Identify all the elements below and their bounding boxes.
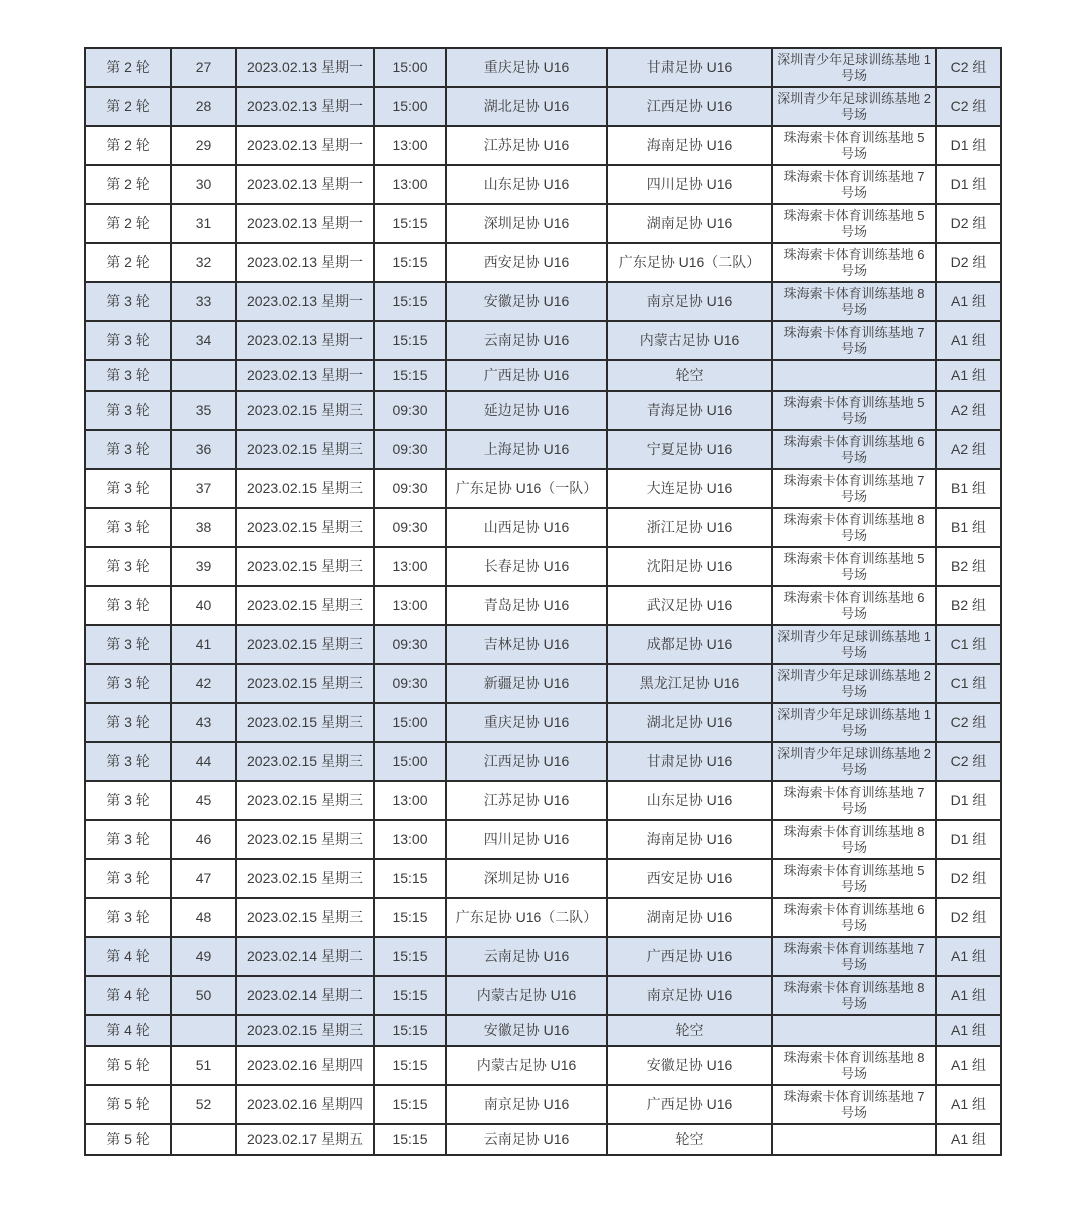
group-cell: A1 组	[936, 282, 1001, 321]
group-cell: A1 组	[936, 360, 1001, 391]
date-cell: 2023.02.14 星期二	[236, 937, 374, 976]
table-row	[85, 1085, 1001, 1124]
date-cell: 2023.02.15 星期三	[236, 703, 374, 742]
time-cell: 09:30	[374, 391, 446, 430]
home-team-cell: 江西足协 U16	[446, 742, 607, 781]
round-cell: 第 2 轮	[85, 48, 171, 87]
table-row	[85, 781, 1001, 820]
venue-cell	[772, 360, 936, 391]
round-cell: 第 3 轮	[85, 742, 171, 781]
home-team-cell: 重庆足协 U16	[446, 703, 607, 742]
round-cell: 第 3 轮	[85, 391, 171, 430]
venue-cell: 珠海索卡体育训练基地 6 号场	[772, 430, 936, 469]
time-cell: 15:15	[374, 204, 446, 243]
date-cell: 2023.02.15 星期三	[236, 742, 374, 781]
away-team-cell: 宁夏足协 U16	[607, 430, 772, 469]
table-row	[85, 898, 1001, 937]
table-row	[85, 48, 1001, 87]
match-number-cell: 48	[171, 898, 236, 937]
group-cell: C2 组	[936, 742, 1001, 781]
home-team-cell: 广东足协 U16（二队）	[446, 898, 607, 937]
venue-cell: 珠海索卡体育训练基地 7 号场	[772, 1085, 936, 1124]
table-row	[85, 742, 1001, 781]
home-team-cell: 长春足协 U16	[446, 547, 607, 586]
venue-cell: 珠海索卡体育训练基地 5 号场	[772, 547, 936, 586]
away-team-cell: 安徽足协 U16	[607, 1046, 772, 1085]
match-number-cell: 44	[171, 742, 236, 781]
round-cell: 第 2 轮	[85, 126, 171, 165]
away-team-cell: 南京足协 U16	[607, 282, 772, 321]
date-cell: 2023.02.15 星期三	[236, 625, 374, 664]
time-cell: 15:15	[374, 976, 446, 1015]
away-team-cell: 黑龙江足协 U16	[607, 664, 772, 703]
away-team-cell: 广西足协 U16	[607, 1085, 772, 1124]
group-cell: D2 组	[936, 243, 1001, 282]
venue-cell: 珠海索卡体育训练基地 6 号场	[772, 898, 936, 937]
home-team-cell: 云南足协 U16	[446, 321, 607, 360]
date-cell: 2023.02.13 星期一	[236, 87, 374, 126]
table-row	[85, 937, 1001, 976]
group-cell: A1 组	[936, 1046, 1001, 1085]
group-cell: A2 组	[936, 391, 1001, 430]
match-number-cell: 37	[171, 469, 236, 508]
group-cell: C1 组	[936, 625, 1001, 664]
venue-cell: 珠海索卡体育训练基地 6 号场	[772, 243, 936, 282]
round-cell: 第 5 轮	[85, 1046, 171, 1085]
round-cell: 第 3 轮	[85, 321, 171, 360]
table-row	[85, 243, 1001, 282]
round-cell: 第 3 轮	[85, 664, 171, 703]
match-number-cell: 52	[171, 1085, 236, 1124]
home-team-cell: 青岛足协 U16	[446, 586, 607, 625]
table-row	[85, 703, 1001, 742]
round-cell: 第 2 轮	[85, 87, 171, 126]
date-cell: 2023.02.13 星期一	[236, 48, 374, 87]
table-row	[85, 859, 1001, 898]
time-cell: 13:00	[374, 165, 446, 204]
group-cell: A1 组	[936, 321, 1001, 360]
time-cell: 15:15	[374, 321, 446, 360]
away-team-cell: 甘肃足协 U16	[607, 742, 772, 781]
away-team-cell: 内蒙古足协 U16	[607, 321, 772, 360]
match-number-cell: 36	[171, 430, 236, 469]
time-cell: 13:00	[374, 547, 446, 586]
match-number-cell: 39	[171, 547, 236, 586]
table-row	[85, 508, 1001, 547]
home-team-cell: 重庆足协 U16	[446, 48, 607, 87]
match-number-cell: 29	[171, 126, 236, 165]
time-cell: 15:15	[374, 1124, 446, 1155]
table-row	[85, 321, 1001, 360]
round-cell: 第 4 轮	[85, 976, 171, 1015]
round-cell: 第 2 轮	[85, 165, 171, 204]
group-cell: D1 组	[936, 781, 1001, 820]
round-cell: 第 5 轮	[85, 1124, 171, 1155]
round-cell: 第 3 轮	[85, 898, 171, 937]
away-team-cell: 青海足协 U16	[607, 391, 772, 430]
group-cell: B1 组	[936, 469, 1001, 508]
away-team-cell: 海南足协 U16	[607, 126, 772, 165]
round-cell: 第 3 轮	[85, 430, 171, 469]
away-team-cell: 江西足协 U16	[607, 87, 772, 126]
away-team-cell: 浙江足协 U16	[607, 508, 772, 547]
table-row	[85, 282, 1001, 321]
venue-cell: 深圳青少年足球训练基地 2 号场	[772, 664, 936, 703]
table-row	[85, 1124, 1001, 1155]
round-cell: 第 3 轮	[85, 547, 171, 586]
date-cell: 2023.02.15 星期三	[236, 664, 374, 703]
round-cell: 第 3 轮	[85, 586, 171, 625]
time-cell: 09:30	[374, 469, 446, 508]
time-cell: 15:15	[374, 1015, 446, 1046]
home-team-cell: 深圳足协 U16	[446, 859, 607, 898]
table-row	[85, 664, 1001, 703]
away-team-cell: 轮空	[607, 1124, 772, 1155]
venue-cell: 珠海索卡体育训练基地 7 号场	[772, 781, 936, 820]
date-cell: 2023.02.15 星期三	[236, 1015, 374, 1046]
date-cell: 2023.02.15 星期三	[236, 898, 374, 937]
date-cell: 2023.02.15 星期三	[236, 781, 374, 820]
table-row	[85, 976, 1001, 1015]
date-cell: 2023.02.16 星期四	[236, 1085, 374, 1124]
group-cell: C1 组	[936, 664, 1001, 703]
time-cell: 15:00	[374, 48, 446, 87]
time-cell: 15:15	[374, 282, 446, 321]
group-cell: A1 组	[936, 1015, 1001, 1046]
date-cell: 2023.02.15 星期三	[236, 469, 374, 508]
time-cell: 15:15	[374, 1085, 446, 1124]
match-number-cell: 34	[171, 321, 236, 360]
group-cell: A2 组	[936, 430, 1001, 469]
home-team-cell: 南京足协 U16	[446, 1085, 607, 1124]
time-cell: 15:15	[374, 243, 446, 282]
group-cell: C2 组	[936, 703, 1001, 742]
time-cell: 15:00	[374, 703, 446, 742]
home-team-cell: 安徽足协 U16	[446, 282, 607, 321]
round-cell: 第 3 轮	[85, 360, 171, 391]
away-team-cell: 湖南足协 U16	[607, 898, 772, 937]
match-number-cell: 30	[171, 165, 236, 204]
venue-cell: 珠海索卡体育训练基地 7 号场	[772, 937, 936, 976]
venue-cell: 珠海索卡体育训练基地 8 号场	[772, 282, 936, 321]
venue-cell: 珠海索卡体育训练基地 7 号场	[772, 469, 936, 508]
date-cell: 2023.02.13 星期一	[236, 282, 374, 321]
date-cell: 2023.02.15 星期三	[236, 547, 374, 586]
date-cell: 2023.02.14 星期二	[236, 976, 374, 1015]
venue-cell: 深圳青少年足球训练基地 1 号场	[772, 703, 936, 742]
group-cell: C2 组	[936, 48, 1001, 87]
home-team-cell: 四川足协 U16	[446, 820, 607, 859]
match-number-cell: 50	[171, 976, 236, 1015]
away-team-cell: 成都足协 U16	[607, 625, 772, 664]
match-number-cell: 27	[171, 48, 236, 87]
table-row	[85, 430, 1001, 469]
time-cell: 15:15	[374, 859, 446, 898]
match-number-cell: 41	[171, 625, 236, 664]
venue-cell: 珠海索卡体育训练基地 6 号场	[772, 586, 936, 625]
table-row	[85, 469, 1001, 508]
venue-cell: 珠海索卡体育训练基地 5 号场	[772, 204, 936, 243]
date-cell: 2023.02.13 星期一	[236, 165, 374, 204]
date-cell: 2023.02.13 星期一	[236, 243, 374, 282]
home-team-cell: 湖北足协 U16	[446, 87, 607, 126]
home-team-cell: 安徽足协 U16	[446, 1015, 607, 1046]
table-row	[85, 204, 1001, 243]
venue-cell: 深圳青少年足球训练基地 2 号场	[772, 742, 936, 781]
match-number-cell: 46	[171, 820, 236, 859]
venue-cell	[772, 1124, 936, 1155]
group-cell: D1 组	[936, 165, 1001, 204]
group-cell: D2 组	[936, 898, 1001, 937]
table-row	[85, 391, 1001, 430]
venue-cell: 珠海索卡体育训练基地 8 号场	[772, 508, 936, 547]
table-row	[85, 165, 1001, 204]
away-team-cell: 轮空	[607, 1015, 772, 1046]
round-cell: 第 3 轮	[85, 781, 171, 820]
home-team-cell: 西安足协 U16	[446, 243, 607, 282]
home-team-cell: 内蒙古足协 U16	[446, 976, 607, 1015]
away-team-cell: 广西足协 U16	[607, 937, 772, 976]
home-team-cell: 新疆足协 U16	[446, 664, 607, 703]
match-number-cell: 51	[171, 1046, 236, 1085]
date-cell: 2023.02.17 星期五	[236, 1124, 374, 1155]
group-cell: B2 组	[936, 547, 1001, 586]
round-cell: 第 3 轮	[85, 703, 171, 742]
time-cell: 15:15	[374, 360, 446, 391]
match-schedule-body	[85, 48, 1001, 1155]
date-cell: 2023.02.15 星期三	[236, 430, 374, 469]
round-cell: 第 3 轮	[85, 625, 171, 664]
date-cell: 2023.02.13 星期一	[236, 204, 374, 243]
time-cell: 09:30	[374, 625, 446, 664]
time-cell: 13:00	[374, 126, 446, 165]
date-cell: 2023.02.15 星期三	[236, 508, 374, 547]
time-cell: 15:15	[374, 898, 446, 937]
away-team-cell: 沈阳足协 U16	[607, 547, 772, 586]
home-team-cell: 云南足协 U16	[446, 937, 607, 976]
away-team-cell: 武汉足协 U16	[607, 586, 772, 625]
venue-cell: 珠海索卡体育训练基地 8 号场	[772, 1046, 936, 1085]
time-cell: 13:00	[374, 781, 446, 820]
venue-cell	[772, 1015, 936, 1046]
table-row	[85, 1046, 1001, 1085]
table-row	[85, 586, 1001, 625]
table-row	[85, 360, 1001, 391]
round-cell: 第 3 轮	[85, 820, 171, 859]
group-cell: A1 组	[936, 1124, 1001, 1155]
away-team-cell: 甘肃足协 U16	[607, 48, 772, 87]
match-number-cell	[171, 1015, 236, 1046]
time-cell: 09:30	[374, 430, 446, 469]
table-row	[85, 547, 1001, 586]
time-cell: 09:30	[374, 664, 446, 703]
time-cell: 15:15	[374, 1046, 446, 1085]
away-team-cell: 海南足协 U16	[607, 820, 772, 859]
home-team-cell: 江苏足协 U16	[446, 126, 607, 165]
venue-cell: 珠海索卡体育训练基地 7 号场	[772, 165, 936, 204]
group-cell: D1 组	[936, 820, 1001, 859]
home-team-cell: 广西足协 U16	[446, 360, 607, 391]
round-cell: 第 2 轮	[85, 243, 171, 282]
match-number-cell: 47	[171, 859, 236, 898]
time-cell: 13:00	[374, 820, 446, 859]
venue-cell: 深圳青少年足球训练基地 1 号场	[772, 48, 936, 87]
home-team-cell: 山西足协 U16	[446, 508, 607, 547]
time-cell: 15:15	[374, 937, 446, 976]
group-cell: D2 组	[936, 859, 1001, 898]
table-row	[85, 625, 1001, 664]
table-row	[85, 87, 1001, 126]
table-row	[85, 126, 1001, 165]
match-number-cell: 35	[171, 391, 236, 430]
home-team-cell: 广东足协 U16（一队）	[446, 469, 607, 508]
group-cell: D2 组	[936, 204, 1001, 243]
group-cell: C2 组	[936, 87, 1001, 126]
date-cell: 2023.02.15 星期三	[236, 820, 374, 859]
date-cell: 2023.02.13 星期一	[236, 360, 374, 391]
match-number-cell: 28	[171, 87, 236, 126]
away-team-cell: 湖北足协 U16	[607, 703, 772, 742]
away-team-cell: 湖南足协 U16	[607, 204, 772, 243]
venue-cell: 珠海索卡体育训练基地 5 号场	[772, 859, 936, 898]
time-cell: 15:00	[374, 87, 446, 126]
table-row	[85, 1015, 1001, 1046]
match-number-cell: 38	[171, 508, 236, 547]
round-cell: 第 3 轮	[85, 508, 171, 547]
venue-cell: 珠海索卡体育训练基地 5 号场	[772, 126, 936, 165]
time-cell: 15:00	[374, 742, 446, 781]
table-row	[85, 820, 1001, 859]
home-team-cell: 深圳足协 U16	[446, 204, 607, 243]
home-team-cell: 延边足协 U16	[446, 391, 607, 430]
date-cell: 2023.02.13 星期一	[236, 126, 374, 165]
round-cell: 第 2 轮	[85, 204, 171, 243]
venue-cell: 深圳青少年足球训练基地 2 号场	[772, 87, 936, 126]
date-cell: 2023.02.15 星期三	[236, 859, 374, 898]
home-team-cell: 云南足协 U16	[446, 1124, 607, 1155]
venue-cell: 珠海索卡体育训练基地 8 号场	[772, 820, 936, 859]
time-cell: 09:30	[374, 508, 446, 547]
away-team-cell: 轮空	[607, 360, 772, 391]
group-cell: B1 组	[936, 508, 1001, 547]
home-team-cell: 内蒙古足协 U16	[446, 1046, 607, 1085]
round-cell: 第 5 轮	[85, 1085, 171, 1124]
round-cell: 第 3 轮	[85, 469, 171, 508]
group-cell: D1 组	[936, 126, 1001, 165]
venue-cell: 珠海索卡体育训练基地 7 号场	[772, 321, 936, 360]
away-team-cell: 山东足协 U16	[607, 781, 772, 820]
date-cell: 2023.02.15 星期三	[236, 586, 374, 625]
match-number-cell: 43	[171, 703, 236, 742]
group-cell: A1 组	[936, 976, 1001, 1015]
date-cell: 2023.02.15 星期三	[236, 391, 374, 430]
away-team-cell: 西安足协 U16	[607, 859, 772, 898]
round-cell: 第 3 轮	[85, 859, 171, 898]
away-team-cell: 南京足协 U16	[607, 976, 772, 1015]
venue-cell: 珠海索卡体育训练基地 8 号场	[772, 976, 936, 1015]
match-schedule-table	[84, 47, 1002, 1156]
match-number-cell: 42	[171, 664, 236, 703]
venue-cell: 深圳青少年足球训练基地 1 号场	[772, 625, 936, 664]
group-cell: A1 组	[936, 937, 1001, 976]
group-cell: B2 组	[936, 586, 1001, 625]
match-number-cell: 33	[171, 282, 236, 321]
match-number-cell: 45	[171, 781, 236, 820]
away-team-cell: 广东足协 U16（二队）	[607, 243, 772, 282]
away-team-cell: 大连足协 U16	[607, 469, 772, 508]
date-cell: 2023.02.16 星期四	[236, 1046, 374, 1085]
group-cell: A1 组	[936, 1085, 1001, 1124]
match-number-cell: 31	[171, 204, 236, 243]
match-number-cell: 49	[171, 937, 236, 976]
match-number-cell	[171, 360, 236, 391]
round-cell: 第 4 轮	[85, 1015, 171, 1046]
round-cell: 第 4 轮	[85, 937, 171, 976]
home-team-cell: 上海足协 U16	[446, 430, 607, 469]
time-cell: 13:00	[374, 586, 446, 625]
round-cell: 第 3 轮	[85, 282, 171, 321]
home-team-cell: 江苏足协 U16	[446, 781, 607, 820]
home-team-cell: 山东足协 U16	[446, 165, 607, 204]
home-team-cell: 吉林足协 U16	[446, 625, 607, 664]
date-cell: 2023.02.13 星期一	[236, 321, 374, 360]
match-number-cell: 32	[171, 243, 236, 282]
match-number-cell	[171, 1124, 236, 1155]
away-team-cell: 四川足协 U16	[607, 165, 772, 204]
match-number-cell: 40	[171, 586, 236, 625]
venue-cell: 珠海索卡体育训练基地 5 号场	[772, 391, 936, 430]
